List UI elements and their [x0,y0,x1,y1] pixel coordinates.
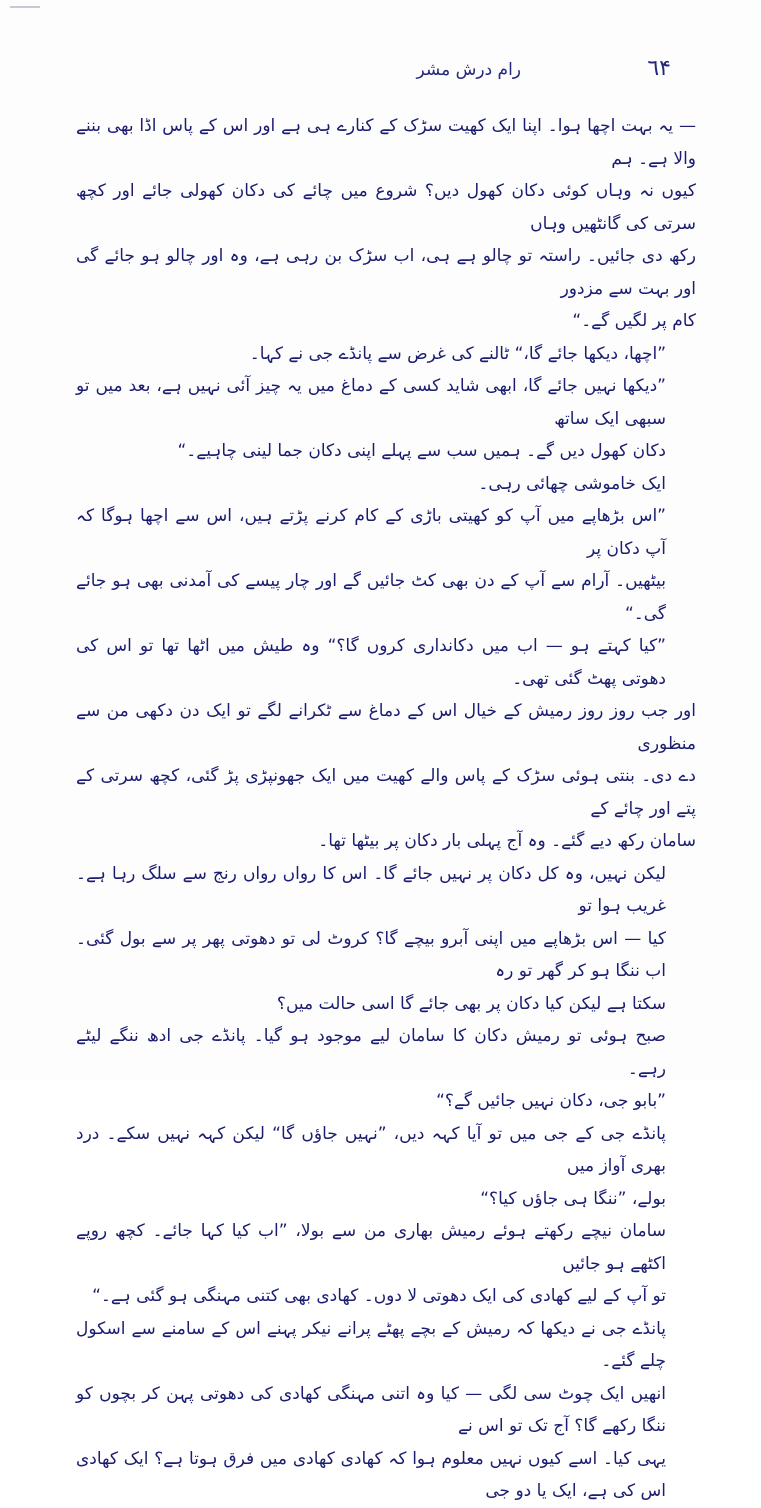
paragraph-12: سامان نیچے رکھتے ہوئے رمیش بھاری من سے بولا، ”اب کیا کہا جائے۔ کچھ روپے اکٹھے ہو جائیں تو آپ کے لیے کھادی کی ایک دھوتی لا دوں۔ کھادی بھی کتنی مہنگی ہو گئی ہے۔“ [76,1221,666,1306]
paragraph-2: ”اچھا، دیکھا جائے گا،“ ٹالنے کی غرض سے پانڈے جی نے کہا۔ [249,343,666,364]
paragraph-3: ”دیکھا نہیں جائے گا، ابھی شاید کسی کے دماغ میں یہ چیز آئی نہیں ہے، بعد میں تو سبھی ایک ساتھ دکان کھول دیں گے۔ ہمیں سب سے پہلے اپنی دکان جما لینی چاہیے۔“ [76,376,666,461]
page-header [80,56,681,86]
paragraph-8: لیکن نہیں، وہ کل دکان پر نہیں جائے گا۔ اس کا رواں رواں رنج سے سلگ رہا ہے۔ غریب ہوا تو کیا — اس بڑھاپے میں اپنی آبرو بیچے گا؟ کروٹ لی تو دھوتی پھر پر سے بول گئی۔ اب ننگا ہو کر گھر تو رہ سکتا ہے لیکن کیا دکان پر بھی جائے گا اسی حالت میں؟ [76,863,666,1014]
paragraph-5: ”اس بڑھاپے میں آپ کو کھیتی باڑی کے کام کرنے پڑتے ہیں، اس سے اچھا ہوگا کہ آپ دکان پر بیٹھیں۔ آرام سے آپ کے دن بھی کٹ جائیں گے اور چار پیسے کی آمدنی بھی ہو جائے گی۔“ [76,506,666,624]
paragraph-13: پانڈے جی نے دیکھا کہ رمیش کے بچے پھٹے پرانے نیکر پہنے اس کے سامنے سے اسکول چلے گئے۔ انھیں ایک چوٹ سی لگی — کیا وہ اتنی مہنگی کھادی کی دھوتی پہن کر بچوں کو ننگا رکھے گا؟ آج تک تو اس نے یہی کیا۔ اسے کیوں نہیں معلوم ہوا کہ کھادی کھادی میں فرق ہوتا ہے؟ ایک کھادی اس کی ہے، ایک یا دو جی [76,1318,666,1501]
paragraph-9: صبح ہوئی تو رمیش دکان کا سامان لیے موجود ہو گیا۔ پانڈے جی ادھ ننگے لیٹے رہے۔ [76,1026,666,1079]
paragraph-7: اور جب روز روز رمیش کے خیال اس کے دماغ سے ٹکرانے لگے تو ایک دن دکھی من سے منظوری دے دی۔ بنتی ہوئی سڑک کے پاس والے کھیت میں ایک جھونپڑی پڑ گئی، کچھ سرتی کے پتے اور چائے کے سامان رکھ دیے گئے۔ وہ آج پہلی بار دکان پر بیٹھا تھا۔ [76,701,696,851]
page-body [76,110,696,1508]
page-number: ٦۴ [647,56,671,81]
paragraph-4: ایک خاموشی چھائی رہی۔ [478,473,666,494]
paragraph-11: پانڈے جی کے جی میں تو آیا کہہ دیں، ”نہیں جاؤں گا“ لیکن کہہ نہیں سکے۔ درد بھری آواز میں بولے، ”ننگا ہی جاؤں کیا؟“ [76,1123,666,1209]
scan-mark [10,6,40,8]
running-title: رام درش مشر [416,60,521,80]
paragraph-1: — یہ بہت اچھا ہوا۔ اپنا ایک کھیت سڑک کے کنارے ہی ہے اور اس کے پاس اڈا بھی بننے والا ہے۔ ہم کیوں نہ وہاں کوئی دکان کھول دیں؟ شروع میں چائے کی دکان کھولی جائے اور کچھ سرتی کی گانٹھیں وہاں رکھ دی جائیں۔ راستہ تو چالو ہے ہی، اب سڑک بن رہی ہے، وہ اور چالو ہو جائے گی اور بہت سے مزدور کام پر لگیں گے۔“ [76,116,696,331]
paragraph-6: ”کیا کہتے ہو — اب میں دکانداری کروں گا؟“ وہ طیش میں اٹھا تھا تو اس کی دھوتی پھٹ گئی تھی۔ [76,636,666,689]
paragraph-10: ”بابو جی، دکان نہیں جائیں گے؟“ [436,1091,666,1111]
